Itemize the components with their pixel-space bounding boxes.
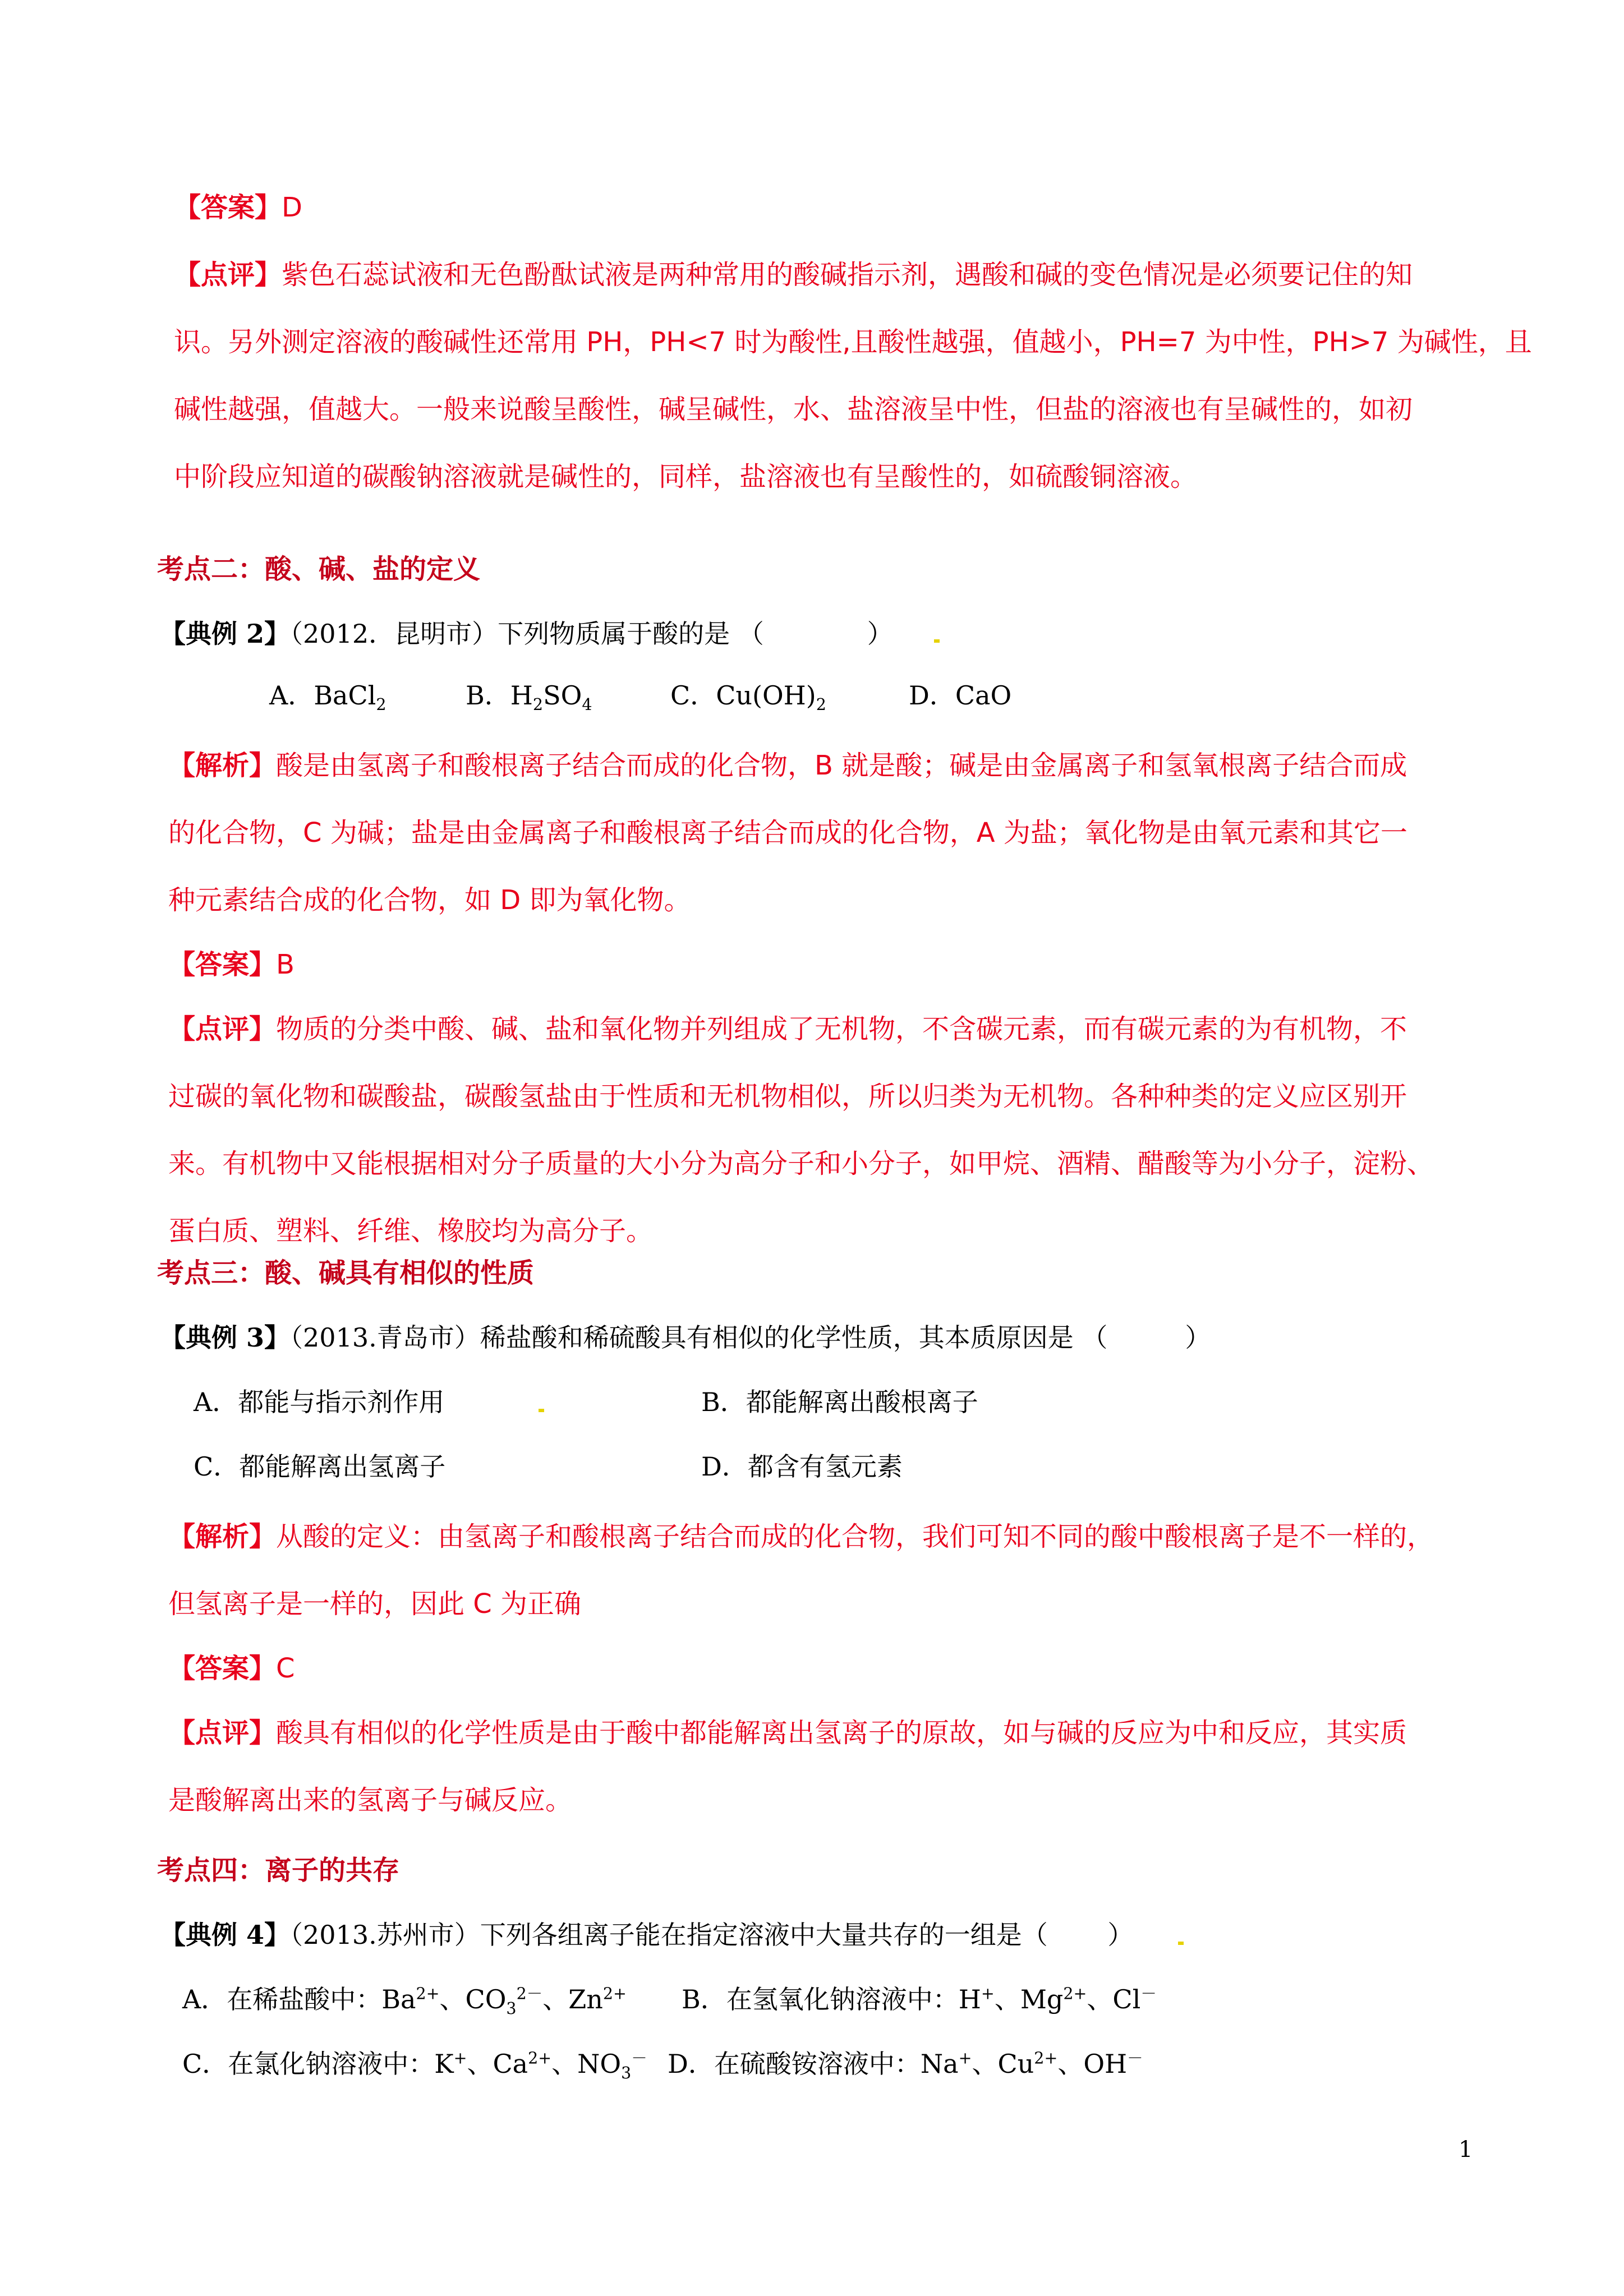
- analysis-2-line-2: 的化合物，C 为碱；盐是由金属离子和酸根离子结合而成的化合物，A 为盐；氧化物是由氧元素和其它一: [168, 817, 1407, 849]
- example-4-option-b: B．在氢氧化钠溶液中：H+、$Mg^{2+}$、Cl－: [682, 1984, 1157, 2014]
- example-2-option-c: C．$Cu(OH)_2$: [670, 680, 826, 714]
- analysis-2-line-3: 种元素结合成的化合物，如 D 即为氧化物。: [168, 884, 691, 916]
- page-number: 1: [1459, 2137, 1473, 2163]
- comment-1-line-4: 中阶段应知道的碳酸钠溶液就是碱性的，同样，盐溶液也有呈酸性的，如硫酸铜溶液。: [174, 461, 1198, 492]
- analysis-3-line-1: 【解析】从酸的定义：由氢离子和酸根离子结合而成的化合物，我们可知不同的酸中酸根离子是不一样的，: [168, 1521, 1434, 1552]
- comment-1-line-3: 碱性越强，值越大。一般来说酸呈酸性，碱呈碱性，水、盐溶液呈中性，但盐的溶液也有呈碱性的，如初: [174, 394, 1413, 425]
- comment-1-line-2: 识。另外测定溶液的酸碱性还常用 PH，PH<7 时为酸性,且酸性越强，值越小，PH=7 为中性，PH>7 为碱性，且: [174, 326, 1532, 358]
- answer-1: [174, 191, 302, 224]
- example-2-option-a: A．BaCl$_2$: [269, 680, 387, 714]
- example-2-option-d: D．CaO: [909, 680, 1012, 711]
- example-4-question: 【典例 4】（2013.苏州市）下列各组离子能在指定溶液中大量共存的一组是（ ）: [160, 1920, 1134, 1950]
- example-2-option-b: B．$H_2SO_4$: [466, 680, 592, 714]
- answer-2: 【答案】B: [168, 949, 295, 980]
- example-4-option-d: D．在硫酸铵溶液中：Na+、$Cu^{2+}$、OH－: [668, 2049, 1143, 2079]
- example-3-option-c: C．都能解离出氢离子: [194, 1451, 446, 1482]
- example-2-question: 【典例 2】（2012．昆明市）下列物质属于酸的是 （ ）: [160, 619, 893, 649]
- comment-1-line-1: 【点评】紫色石蕊试液和无色酚酞试液是两种常用的酸碱指示剂，遇酸和碱的变色情况是必须要记住的知: [174, 259, 1413, 291]
- section-4-title: 考点四：离子的共存: [157, 1855, 400, 1886]
- analysis-2-line-1: 【解析】酸是由氢离子和酸根离子结合而成的化合物，B 就是酸；碱是由金属离子和氢氧根离子结合而成: [168, 750, 1407, 781]
- comment-3-line-2: 是酸解离出来的氢离子与碱反应。: [168, 1785, 573, 1816]
- highlight-mark: [1178, 1942, 1184, 1945]
- comment-2-line-3: 来。有机物中又能根据相对分子质量的大小分为高分子和小分子，如甲烷、酒精、醋酸等为小分子，淀粉、: [168, 1148, 1434, 1179]
- example-3-option-d: D．都含有氢元素: [701, 1451, 903, 1482]
- comment-label: 【点评】: [174, 259, 282, 291]
- example-3-option-a: A．都能与指示剂作用: [194, 1387, 445, 1417]
- example-4-option-c: C．在氯化钠溶液中：K+、$Ca^{2+}$、$NO_3^-$: [182, 2049, 647, 2083]
- comment-2-line-4: 蛋白质、塑料、纤维、橡胶均为高分子。: [168, 1215, 654, 1247]
- comment-2-line-2: 过碳的氧化物和碳酸盐，碳酸氢盐由于性质和无机物相似，所以归类为无机物。各种种类的定义应区别开: [168, 1081, 1407, 1112]
- answer-value: D: [282, 192, 302, 223]
- section-3-title: 考点三：酸、碱具有相似的性质: [157, 1257, 535, 1289]
- answer-label: 【答案】: [174, 192, 282, 223]
- comment-3-line-1: 【点评】酸具有相似的化学性质是由于酸中都能解离出氢离子的原故，如与碱的反应为中和反应，其实质: [168, 1717, 1407, 1749]
- example-4-option-a: A．在稀盐酸中：$Ba^{2+}$、$CO_3^{2-}$、$Zn^{2+}$: [182, 1984, 627, 2018]
- example-3-question: 【典例 3】（2013.青岛市）稀盐酸和稀硫酸具有相似的化学性质，其本质原因是 （ ）: [160, 1322, 1211, 1353]
- section-2-title: 考点二：酸、碱、盐的定义: [157, 554, 481, 585]
- comment-2-line-1: 【点评】物质的分类中酸、碱、盐和氧化物并列组成了无机物，不含碳元素，而有碳元素的为有机物，不: [168, 1013, 1407, 1045]
- example-3-option-b: B．都能解离出酸根离子: [701, 1387, 978, 1417]
- analysis-3-line-2: 但氢离子是一样的，因此 C 为正确: [168, 1588, 582, 1620]
- highlight-mark: [934, 639, 940, 643]
- answer-3: 【答案】C: [168, 1653, 295, 1684]
- analysis-label: 【解析】: [168, 750, 277, 781]
- highlight-mark: [539, 1409, 544, 1412]
- example-label: 【典例 2】: [160, 619, 291, 649]
